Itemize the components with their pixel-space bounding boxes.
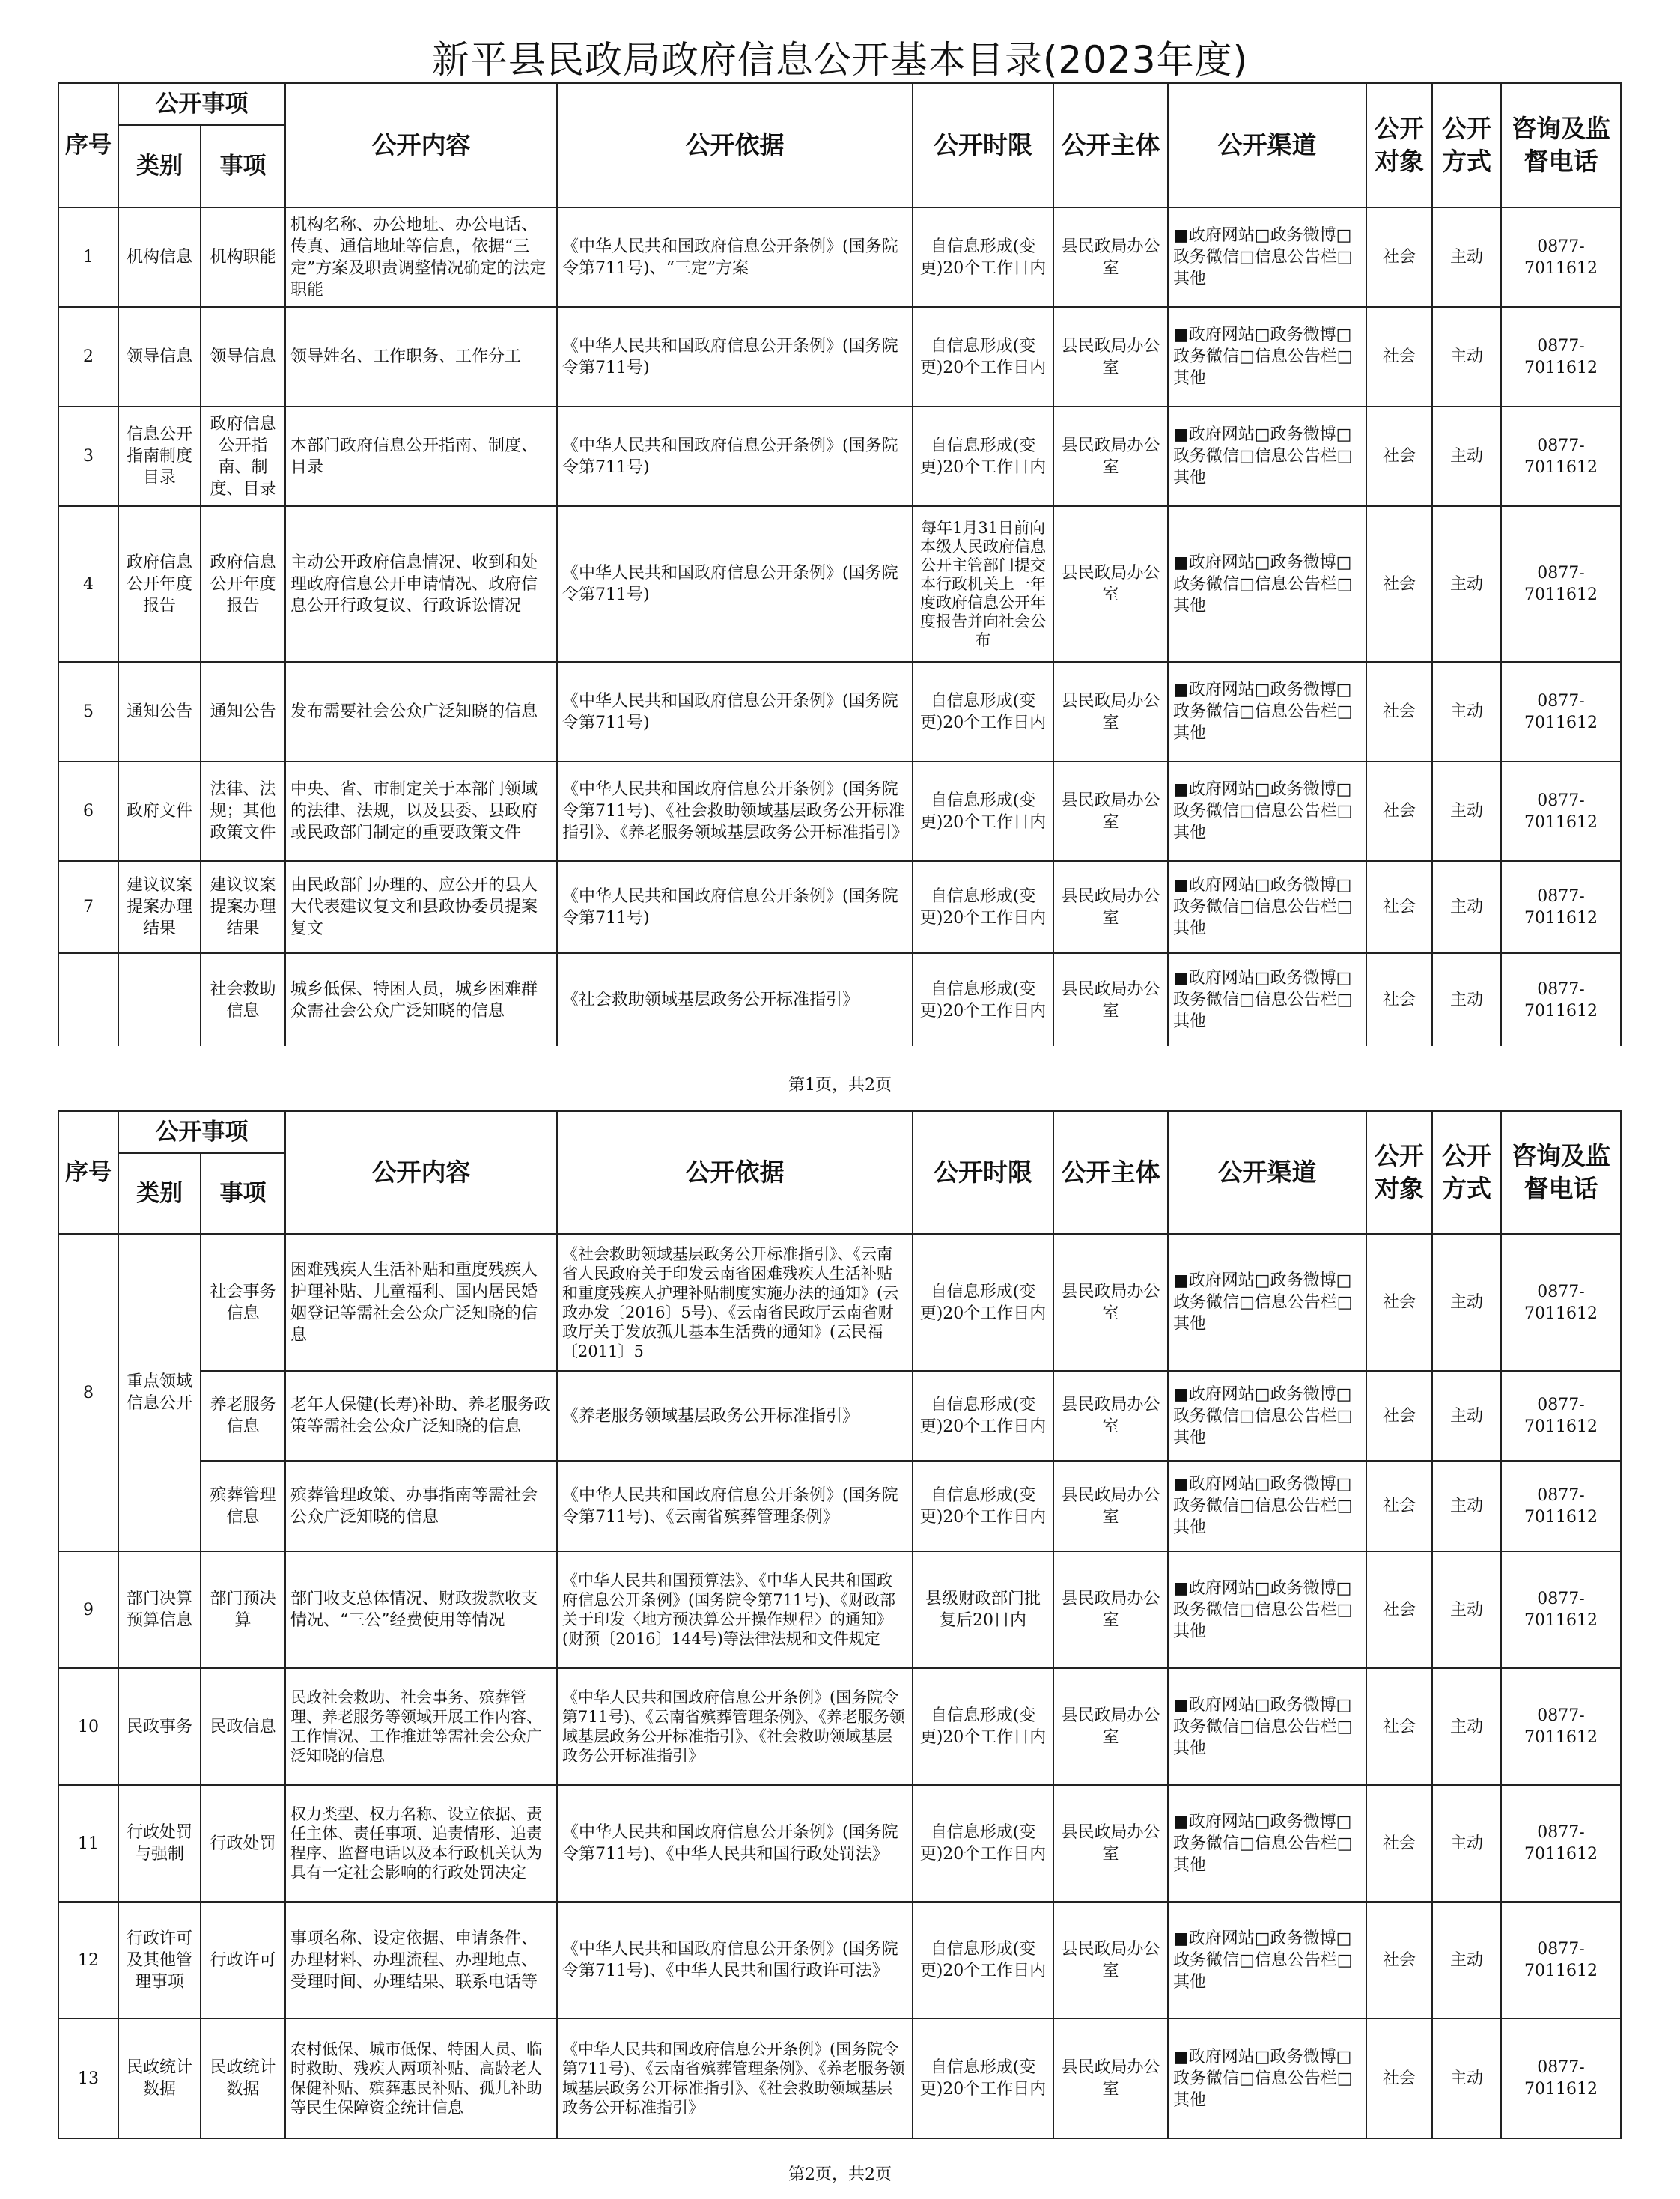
table-cell: 《中华人民共和国政府信息公开条例》(国务院令第711号)、《社会救助领域基层政务公开标准指引》、《养老服务领域基层政务公开标准指引》 [557, 761, 913, 861]
table-cell: 自信息形成(变更)20个工作日内 [913, 307, 1053, 407]
table-cell: 《中华人民共和国政府信息公开条例》(国务院令第711号) [557, 307, 913, 407]
table-cell: 0877-7011612 [1501, 407, 1621, 506]
table-cell: 领导信息 [201, 307, 285, 407]
table-cell: 本部门政府信息公开指南、制度、目录 [285, 407, 557, 506]
table-cell: 主动 [1432, 1234, 1501, 1371]
header-basis: 公开依据 [557, 1111, 913, 1234]
table-cell: 社会 [1366, 1461, 1432, 1551]
header-mode: 公开方式 [1432, 1111, 1501, 1234]
header-timing: 公开时限 [913, 1111, 1053, 1234]
table-cell: 县民政局办公室 [1053, 1461, 1168, 1551]
table-cell: ■政府网站□政务微博□政务微信□信息公告栏□其他 [1168, 1668, 1366, 1785]
table-cell: 殡葬管理政策、办事指南等需社会公众广泛知晓的信息 [285, 1461, 557, 1551]
table-cell: 部门预决算 [201, 1551, 285, 1668]
table-cell: ■政府网站□政务微博□政务微信□信息公告栏□其他 [1168, 1785, 1366, 1902]
header-items-group: 公开事项 [118, 83, 285, 125]
table-row [58, 953, 1621, 1046]
header-mode: 公开方式 [1432, 83, 1501, 207]
table-cell: 3 [58, 407, 118, 506]
table-cell: 0877-7011612 [1501, 1371, 1621, 1461]
header-content: 公开内容 [285, 83, 557, 207]
table-cell: 自信息形成(变更)20个工作日内 [913, 207, 1053, 307]
header-channel: 公开渠道 [1168, 1111, 1366, 1234]
header-phone: 咨询及监督电话 [1501, 83, 1621, 207]
table-cell: 8 [58, 1234, 118, 1551]
table-cell: 民政统计数据 [118, 2019, 201, 2138]
table-row [58, 1902, 1621, 2019]
table-cell: 城乡低保、特困人员，城乡困难群众需社会公众广泛知晓的信息 [285, 953, 557, 1046]
table-row [58, 207, 1621, 307]
table-cell: 信息公开指南制度目录 [118, 407, 201, 506]
table-cell: 社会 [1366, 2019, 1432, 2138]
table-cell: 自信息形成(变更)20个工作日内 [913, 1461, 1053, 1551]
table-cell: 由民政部门办理的、应公开的县人大代表建议复文和县政协委员提案复文 [285, 861, 557, 953]
table-cell: 0877-7011612 [1501, 1234, 1621, 1371]
table-cell: 社会 [1366, 506, 1432, 662]
table-cell: 《中华人民共和国预算法》、《中华人民共和国政府信息公开条例》(国务院令第711号)、《财政部关于印发〈地方预决算公开操作规程〉的通知》(财预〔2016〕144号)等法律法规和文件规定 [557, 1551, 913, 1668]
table-cell: 民政统计数据 [201, 2019, 285, 2138]
table-cell: 县民政局办公室 [1053, 307, 1168, 407]
table-cell: ■政府网站□政务微博□政务微信□信息公告栏□其他 [1168, 506, 1366, 662]
header-category: 类别 [118, 125, 201, 207]
table-cell: 社会 [1366, 307, 1432, 407]
table-cell: 行政处罚 [201, 1785, 285, 1902]
table-cell: 县民政局办公室 [1053, 407, 1168, 506]
table-cell: ■政府网站□政务微博□政务微信□信息公告栏□其他 [1168, 761, 1366, 861]
table-cell: 0877-7011612 [1501, 1668, 1621, 1785]
table-cell: 主动 [1432, 1668, 1501, 1785]
table-cell: 自信息形成(变更)20个工作日内 [913, 1234, 1053, 1371]
table-cell: ■政府网站□政务微博□政务微信□信息公告栏□其他 [1168, 1371, 1366, 1461]
table-cell: ■政府网站□政务微博□政务微信□信息公告栏□其他 [1168, 662, 1366, 761]
table-cell: 县民政局办公室 [1053, 1234, 1168, 1371]
table-cell: ■政府网站□政务微博□政务微信□信息公告栏□其他 [1168, 1551, 1366, 1668]
table-cell: 主动 [1432, 1551, 1501, 1668]
table-cell: 县民政局办公室 [1053, 861, 1168, 953]
table-cell: 主动 [1432, 506, 1501, 662]
table-cell: 发布需要社会公众广泛知晓的信息 [285, 662, 557, 761]
table-cell: 7 [58, 861, 118, 953]
header-seq: 序号 [58, 1111, 118, 1234]
table-cell: 0877-7011612 [1501, 1461, 1621, 1551]
table-cell: 自信息形成(变更)20个工作日内 [913, 662, 1053, 761]
header-channel: 公开渠道 [1168, 83, 1366, 207]
table-cell: 9 [58, 1551, 118, 1668]
table-cell: 政府信息公开年度报告 [201, 506, 285, 662]
table-cell: 县民政局办公室 [1053, 1551, 1168, 1668]
table-cell: 0877-7011612 [1501, 307, 1621, 407]
table-cell: 主动 [1432, 761, 1501, 861]
table-cell: 1 [58, 207, 118, 307]
table-row [58, 407, 1621, 506]
table-cell: 社会 [1366, 761, 1432, 861]
table-cell: ■政府网站□政务微博□政务微信□信息公告栏□其他 [1168, 1461, 1366, 1551]
table-cell: 《中华人民共和国政府信息公开条例》(国务院令第711号)、“三定”方案 [557, 207, 913, 307]
table-row [58, 307, 1621, 407]
table-cell: 社会 [1366, 1668, 1432, 1785]
table-cell [118, 953, 201, 1046]
table-cell: 县民政局办公室 [1053, 1902, 1168, 2019]
table-cell: 自信息形成(变更)20个工作日内 [913, 2019, 1053, 2138]
table-cell: 自信息形成(变更)20个工作日内 [913, 1902, 1053, 2019]
table-cell: 县民政局办公室 [1053, 1371, 1168, 1461]
table-cell: 《中华人民共和国政府信息公开条例》(国务院令第711号)、《云南省殡葬管理条例》、《养老服务领域基层政务公开标准指引》、《社会救助领域基层政务公开标准指引》 [557, 1668, 913, 1785]
table-cell: 0877-7011612 [1501, 662, 1621, 761]
table-cell: 通知公告 [118, 662, 201, 761]
table-cell: 主动 [1432, 407, 1501, 506]
table-cell: 主动 [1432, 1785, 1501, 1902]
table-cell: 重点领域信息公开 [118, 1234, 201, 1551]
table-cell: 13 [58, 2019, 118, 2138]
table-cell: 社会 [1366, 861, 1432, 953]
table-cell: 4 [58, 506, 118, 662]
table-cell: 0877-7011612 [1501, 1902, 1621, 2019]
table-cell: 县级财政部门批复后20日内 [913, 1551, 1053, 1668]
table-cell: 11 [58, 1785, 118, 1902]
table-cell: 主动 [1432, 2019, 1501, 2138]
table-cell: 《中华人民共和国政府信息公开条例》(国务院令第711号)、《中华人民共和国行政处罚法》 [557, 1785, 913, 1902]
table-cell: 0877-7011612 [1501, 2019, 1621, 2138]
table-cell: 0877-7011612 [1501, 761, 1621, 861]
table-row [58, 1234, 1621, 1371]
table-cell: 行政许可及其他管理事项 [118, 1902, 201, 2019]
table-cell: 行政许可 [201, 1902, 285, 2019]
header-phone: 咨询及监督电话 [1501, 1111, 1621, 1234]
table-cell: 县民政局办公室 [1053, 2019, 1168, 2138]
table-cell: ■政府网站□政务微博□政务微信□信息公告栏□其他 [1168, 307, 1366, 407]
table-cell: 机构信息 [118, 207, 201, 307]
table-cell: 主动 [1432, 662, 1501, 761]
table-cell: 民政社会救助、社会事务、殡葬管理、养老服务等领域开展工作内容、工作情况、工作推进等需社会公众广泛知晓的信息 [285, 1668, 557, 1785]
table-cell: 民政事务 [118, 1668, 201, 1785]
table-cell: 自信息形成(变更)20个工作日内 [913, 407, 1053, 506]
table-cell [58, 953, 118, 1046]
table-cell: 主动 [1432, 1902, 1501, 2019]
table-cell: 社会 [1366, 662, 1432, 761]
table-cell: 法律、法规；其他政策文件 [201, 761, 285, 861]
table-cell: 社会 [1366, 953, 1432, 1046]
table-cell: 困难残疾人生活补贴和重度残疾人护理补贴、儿童福利、国内居民婚姻登记等需社会公众广泛知晓的信息 [285, 1234, 557, 1371]
directory-table-page1 [58, 82, 1622, 1046]
table-cell: 社会 [1366, 207, 1432, 307]
table-cell: ■政府网站□政务微博□政务微信□信息公告栏□其他 [1168, 1902, 1366, 2019]
table-cell: 县民政局办公室 [1053, 207, 1168, 307]
table-cell: 10 [58, 1668, 118, 1785]
table-cell: 《中华人民共和国政府信息公开条例》(国务院令第711号) [557, 407, 913, 506]
table-cell: 主动 [1432, 1461, 1501, 1551]
table-row [58, 861, 1621, 953]
table-cell: 县民政局办公室 [1053, 953, 1168, 1046]
table-cell: 自信息形成(变更)20个工作日内 [913, 1668, 1053, 1785]
table-cell: 社会 [1366, 1551, 1432, 1668]
table-row [58, 1551, 1621, 1668]
header-subject: 公开主体 [1053, 1111, 1168, 1234]
table-cell: 自信息形成(变更)20个工作日内 [913, 861, 1053, 953]
table-row [58, 506, 1621, 662]
table-cell: 权力类型、权力名称、设立依据、责任主体、责任事项、追责情形、追责程序、监督电话以及本行政机关认为具有一定社会影响的行政处罚决定 [285, 1785, 557, 1902]
table-cell: 0877-7011612 [1501, 207, 1621, 307]
table-row [58, 761, 1621, 861]
table-cell: ■政府网站□政务微博□政务微信□信息公告栏□其他 [1168, 953, 1366, 1046]
header-category: 类别 [118, 1153, 201, 1234]
table-row [58, 1461, 1621, 1551]
table-cell: 《社会救助领域基层政务公开标准指引》 [557, 953, 913, 1046]
table-cell: 机构职能 [201, 207, 285, 307]
header-target: 公开对象 [1366, 1111, 1432, 1234]
table-cell: 政府信息公开指南、制度、目录 [201, 407, 285, 506]
table-cell: 社会 [1366, 1371, 1432, 1461]
table-cell: 自信息形成(变更)20个工作日内 [913, 1785, 1053, 1902]
table-cell: 主动公开政府信息情况、收到和处理政府信息公开申请情况、政府信息公开行政复议、行政诉讼情况 [285, 506, 557, 662]
table-row [58, 1371, 1621, 1461]
table-cell: ■政府网站□政务微博□政务微信□信息公告栏□其他 [1168, 861, 1366, 953]
table-cell: 《中华人民共和国政府信息公开条例》(国务院令第711号)、《云南省殡葬管理条例》 [557, 1461, 913, 1551]
table-cell: 县民政局办公室 [1053, 662, 1168, 761]
table-cell: 0877-7011612 [1501, 861, 1621, 953]
table-cell: 县民政局办公室 [1053, 761, 1168, 861]
table-cell: 《中华人民共和国政府信息公开条例》(国务院令第711号)、《云南省殡葬管理条例》、《养老服务领域基层政务公开标准指引》、《社会救助领域基层政务公开标准指引》 [557, 2019, 913, 2138]
table-cell: 领导姓名、工作职务、工作分工 [285, 307, 557, 407]
table-cell: ■政府网站□政务微博□政务微信□信息公告栏□其他 [1168, 407, 1366, 506]
table-cell: 0877-7011612 [1501, 506, 1621, 662]
table-cell: 《中华人民共和国政府信息公开条例》(国务院令第711号) [557, 506, 913, 662]
header-seq: 序号 [58, 83, 118, 207]
table-cell: 每年1月31日前向本级人民政府信息公开主管部门提交本行政机关上一年度政府信息公开年度报告并向社会公布 [913, 506, 1053, 662]
table-cell: 领导信息 [118, 307, 201, 407]
header-item: 事项 [201, 1153, 285, 1234]
table-row [58, 662, 1621, 761]
table-cell: 政府信息公开年度报告 [118, 506, 201, 662]
table-cell: 0877-7011612 [1501, 1551, 1621, 1668]
table-cell: 主动 [1432, 953, 1501, 1046]
table-cell: 主动 [1432, 207, 1501, 307]
table-cell: 老年人保健(长寿)补助、养老服务政策等需社会公众广泛知晓的信息 [285, 1371, 557, 1461]
page-footer: 第2页，共2页 [788, 2165, 892, 2184]
table-cell: 殡葬管理信息 [201, 1461, 285, 1551]
table-cell: 县民政局办公室 [1053, 1785, 1168, 1902]
table-cell: 县民政局办公室 [1053, 1668, 1168, 1785]
table-cell: 农村低保、城市低保、特困人员、临时救助、残疾人两项补贴、高龄老人保健补贴、殡葬惠民补贴、孤儿补助等民生保障资金统计信息 [285, 2019, 557, 2138]
table-cell: 事项名称、设定依据、申请条件、办理材料、办理流程、办理地点、受理时间、办理结果、联系电话等 [285, 1902, 557, 2019]
table-cell: 县民政局办公室 [1053, 506, 1168, 662]
header-content: 公开内容 [285, 1111, 557, 1234]
table-row [58, 1668, 1621, 1785]
table-cell: 社会 [1366, 1785, 1432, 1902]
table-cell: 社会救助信息 [201, 953, 285, 1046]
table-cell: 部门决算预算信息 [118, 1551, 201, 1668]
table-cell: 机构名称、办公地址、办公电话、传真、通信地址等信息，依据“三定”方案及职责调整情况确定的法定职能 [285, 207, 557, 307]
table-cell: 部门收支总体情况、财政拨款收支情况、“三公”经费使用等情况 [285, 1551, 557, 1668]
table-cell: 《养老服务领域基层政务公开标准指引》 [557, 1371, 913, 1461]
table-cell: 主动 [1432, 307, 1501, 407]
header-item: 事项 [201, 125, 285, 207]
table-cell: 《中华人民共和国政府信息公开条例》(国务院令第711号) [557, 662, 913, 761]
table-cell: 建议议案提案办理结果 [118, 861, 201, 953]
table-row [58, 1785, 1621, 1902]
table-cell: 《社会救助领域基层政务公开标准指引》、《云南省人民政府关于印发云南省困难残疾人生活补贴和重度残疾人护理补贴制度实施办法的通知》(云政办发〔2016〕5号)、《云南省民政厅云南省财政厅关于发放孤儿基本生活费的通知》(云民福〔2011〕5 [557, 1234, 913, 1371]
table-cell: 行政处罚与强制 [118, 1785, 201, 1902]
table-cell: 中央、省、市制定关于本部门领域的法律、法规，以及县委、县政府或民政部门制定的重要政策文件 [285, 761, 557, 861]
table-cell: 0877-7011612 [1501, 953, 1621, 1046]
table-cell: ■政府网站□政务微博□政务微信□信息公告栏□其他 [1168, 2019, 1366, 2138]
table-cell: 主动 [1432, 1371, 1501, 1461]
page-title: 新平县民政局政府信息公开基本目录(2023年度) [431, 38, 1249, 82]
header-basis: 公开依据 [557, 83, 913, 207]
table-cell: 社会 [1366, 407, 1432, 506]
header-items-group: 公开事项 [118, 1111, 285, 1153]
table-cell: 0877-7011612 [1501, 1785, 1621, 1902]
table-cell: ■政府网站□政务微博□政务微信□信息公告栏□其他 [1168, 1234, 1366, 1371]
table-cell: 社会事务信息 [201, 1234, 285, 1371]
table-cell: 2 [58, 307, 118, 407]
table-cell: 自信息形成(变更)20个工作日内 [913, 953, 1053, 1046]
table-cell: 通知公告 [201, 662, 285, 761]
header-subject: 公开主体 [1053, 83, 1168, 207]
table-cell: 养老服务信息 [201, 1371, 285, 1461]
table-cell: 《中华人民共和国政府信息公开条例》(国务院令第711号)、《中华人民共和国行政许可法》 [557, 1902, 913, 2019]
header-target: 公开对象 [1366, 83, 1432, 207]
table-cell: 12 [58, 1902, 118, 2019]
table-cell: 自信息形成(变更)20个工作日内 [913, 761, 1053, 861]
table-cell: 6 [58, 761, 118, 861]
table-cell: 主动 [1432, 861, 1501, 953]
directory-table-page2 [58, 1110, 1622, 2139]
table-cell: 政府文件 [118, 761, 201, 861]
table-cell: 5 [58, 662, 118, 761]
table-cell: 民政信息 [201, 1668, 285, 1785]
table-cell: 社会 [1366, 1902, 1432, 2019]
table-row [58, 2019, 1621, 2138]
table-cell: 建议议案提案办理结果 [201, 861, 285, 953]
table-cell: 自信息形成(变更)20个工作日内 [913, 1371, 1053, 1461]
page-footer: 第1页，共2页 [788, 1076, 892, 1095]
table-cell: ■政府网站□政务微博□政务微信□信息公告栏□其他 [1168, 207, 1366, 307]
table-cell: 社会 [1366, 1234, 1432, 1371]
header-timing: 公开时限 [913, 83, 1053, 207]
table-cell: 《中华人民共和国政府信息公开条例》(国务院令第711号) [557, 861, 913, 953]
